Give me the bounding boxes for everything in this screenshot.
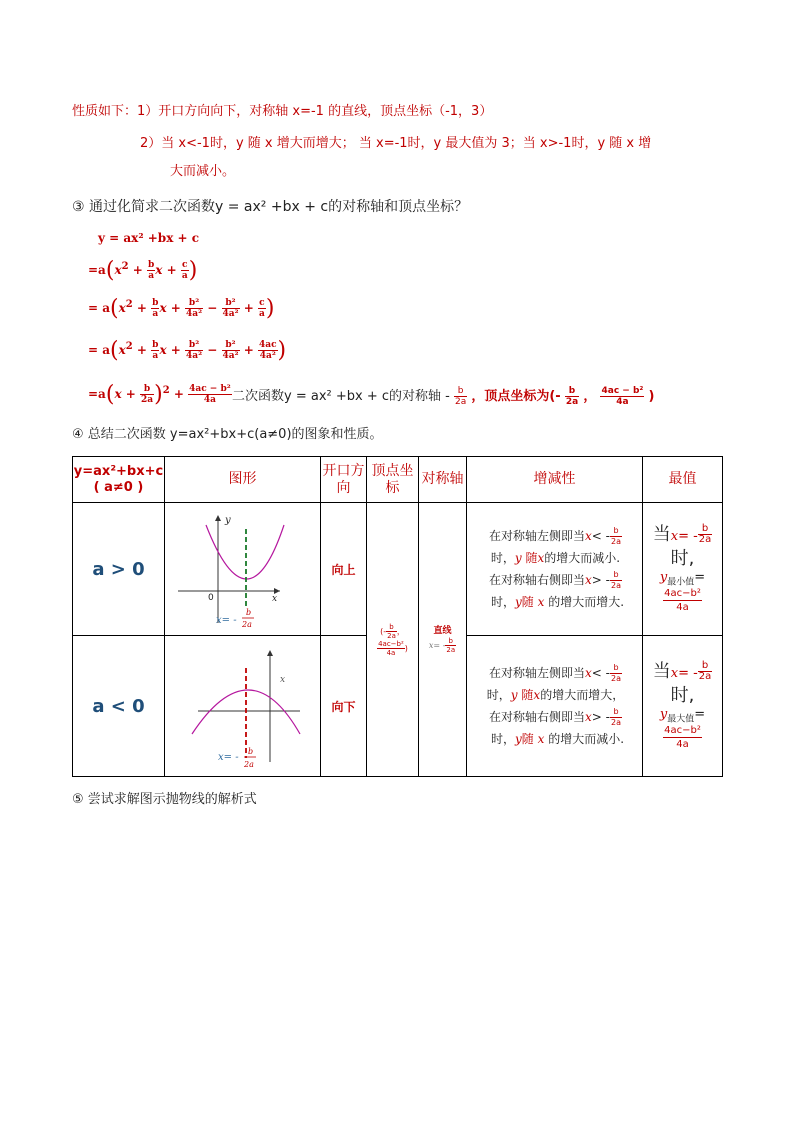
property-line-2: 2）当 x<-1时，y 随 x 增大而增大； 当 x=-1时，y 最大值为 3；当 x>-1时，y 随 x 增 [140, 136, 652, 151]
svg-text:b: b [247, 747, 253, 756]
header-axis: 对称轴 [419, 457, 467, 503]
properties-table [72, 456, 723, 777]
graph-a-positive [165, 503, 321, 636]
equation-original: y = ax² +bx + c [98, 231, 200, 245]
axis-label: 直线 [433, 625, 452, 636]
derivation-conclusion: 二次函数y = ax² +bx + c的对称轴 - $\frac{b}{2a}$ ，顶点坐标为(- $\frac{b}{2a}$ ， $\frac{\text{4ac − b²}}{4a}$ ) [232, 386, 655, 407]
header-function: y=ax²+bx+c ( a≠0 ) [73, 457, 165, 503]
section-5-title: ⑤ 尝试求解图示抛物线的解析式 [72, 792, 257, 807]
parabola-down-graph [168, 636, 318, 772]
property-line-3: 大而减小。 [170, 164, 236, 179]
property-line-1: 性质如下：1）开口方向向下，对称轴 x=-1 的直线，顶点坐标（-1，3） [72, 104, 493, 119]
header-vertex: 顶点坐标 [367, 457, 419, 503]
svg-text:x: x [279, 675, 285, 685]
svg-text:x: x [271, 594, 277, 604]
monotonic-a-positive: 在对称轴左侧即当x< - $\frac{b}{2a}$ 时，y 随x的增大而减小. 在对称轴右侧即当x> - $\frac{b}{2a}$ 时，y随 x 的增大而增大. [467, 503, 643, 636]
svg-text:x= -: x= - [215, 615, 237, 626]
monotonic-a-negative: 在对称轴左侧即当x< - $\frac{b}{2a}$ 时，y 随x的增大而增大， 在对称轴右侧即当x> - $\frac{b}{2a}$ 时，y随 x 的增大而减小. [467, 636, 643, 777]
section-3-title: ③ 通过化简求二次函数y = ax² +bx + c的对称轴和顶点坐标？ [72, 199, 469, 215]
vertex-formula: (- $\frac{b}{2a}$ ， $\frac{\text{4ac−b²}}{4a}$ ) [378, 622, 408, 657]
svg-text:y: y [224, 515, 231, 526]
derivation-step-4: =a(x + $\frac{b}{2a}$ )$^2$ + $\frac{\text{4ac − b²}}{4a}$ [88, 382, 231, 407]
svg-text:2a: 2a [241, 620, 252, 629]
header-extreme: 最值 [643, 457, 723, 503]
opening-down: 向下 [321, 636, 367, 777]
parabola-up-graph [168, 503, 318, 631]
graph-a-negative [165, 636, 321, 777]
extreme-a-negative: 当x= - $\frac{b}{2a}$ 时, $y_{最大值}=$ $\frac{\text{4ac−b²}}{4a}$ [643, 636, 723, 777]
opening-up: 向上 [321, 503, 367, 636]
svg-text:2a: 2a [243, 760, 254, 769]
svg-text:b: b [245, 608, 251, 617]
svg-text:x= -: x= - [217, 752, 239, 763]
case-a-negative: a < 0 [73, 636, 165, 777]
derivation-step-1: $=a(x^2$ + $\frac{b}{a}$ x + $\frac{c}{a}$ ) [88, 258, 198, 283]
vertex-cell [367, 503, 419, 777]
section-4-title: ④ 总结二次函数 y=ax²+bx+c(a≠0)的图象和性质。 [72, 427, 383, 442]
svg-text:0: 0 [207, 593, 214, 603]
header-monotonic: 增减性 [467, 457, 643, 503]
axis-formula: x= - $\frac{b}{2a}$ [428, 636, 456, 654]
header-opening: 开口方向 [321, 457, 367, 503]
axis-cell [419, 503, 467, 777]
extreme-a-positive: 当x= - $\frac{b}{2a}$ 时, $y_{最小值}=$ $\frac{\text{4ac−b²}}{4a}$ [643, 503, 723, 636]
header-graph: 图形 [165, 457, 321, 503]
derivation-step-2: = $a(x^2$ + $\frac{b}{a}$ x + $\frac{\text{b²}}{\text{4a²}}$ − $\frac{\text{b²}}{\text{4a²}}$ + $\frac{c}{a}$ ) [88, 296, 275, 321]
case-a-positive: a > 0 [73, 503, 165, 636]
derivation-step-3: = $a(x^2$ + $\frac{b}{a}$ x + $\frac{\text{b²}}{\text{4a²}}$ − $\frac{\text{b²}}{\text{4a²}}$ + $\frac{4ac}{\text{4a²}}$ ) [88, 338, 287, 363]
